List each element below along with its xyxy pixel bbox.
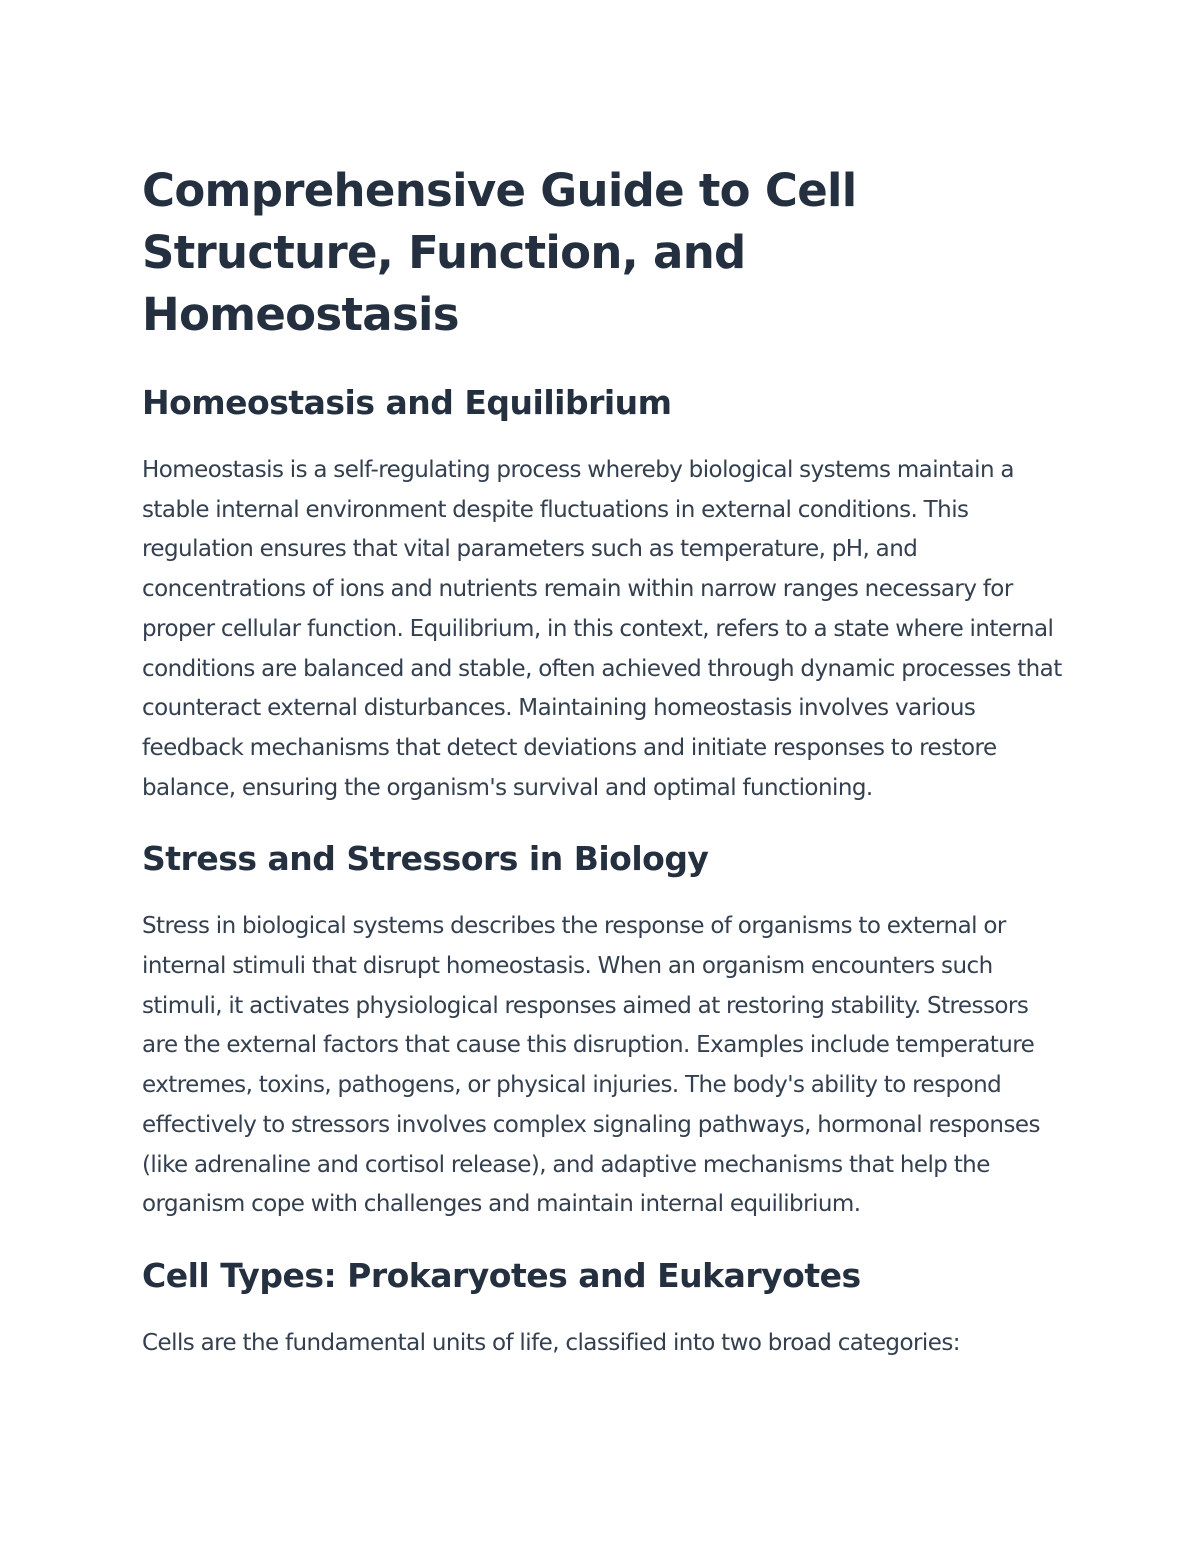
section-body-stress: Stress in biological systems describes the response of organisms to external or internal stimuli that disrupt homeostasis. When an organism encounters such stimuli, it activates physiological responses aimed at restoring stability. Stressors are the external factors that cause this disruption. Examples include temperature extremes, toxins, pathogens, or physical injuries. The body's ability to respond effectively to stressors involves complex signaling pathways, hormonal responses (like adrenaline and cortisol release), and adaptive mechanisms that help the organism cope with challenges and maintain internal equilibrium.	[142, 913, 1040, 1218]
section-body-cell-types: Cells are the fundamental units of life, classified into two broad categories:	[142, 1329, 960, 1356]
section-heading-homeostasis: Homeostasis and Equilibrium	[142, 383, 672, 422]
section-heading-cell-types: Cell Types: Prokaryotes and Eukaryotes	[142, 1255, 861, 1295]
document-page	[142, 160, 1062, 1364]
section-heading-stress: Stress and Stressors in Biology	[142, 839, 709, 879]
document-title: Comprehensive Guide to Cell Structure, Function, and Homeostasis	[142, 164, 857, 341]
section-body-homeostasis: Homeostasis is a self-regulating process whereby biological systems maintain a stable internal environment despite fluctuations in external conditions. This regulation ensures that vital parameters such as temperature, pH, and concentrations of ions and nutrients remain within narrow ranges necessary for proper cellular function. Equilibrium, in this context, refers to a state where internal conditions are balanced and stable, often achieved through dynamic processes that counteract external disturbances. Maintaining homeostasis involves various feedback mechanisms that detect deviations and initiate responses to restore balance, ensuring the organism's survival and optimal functioning.	[142, 457, 1062, 801]
